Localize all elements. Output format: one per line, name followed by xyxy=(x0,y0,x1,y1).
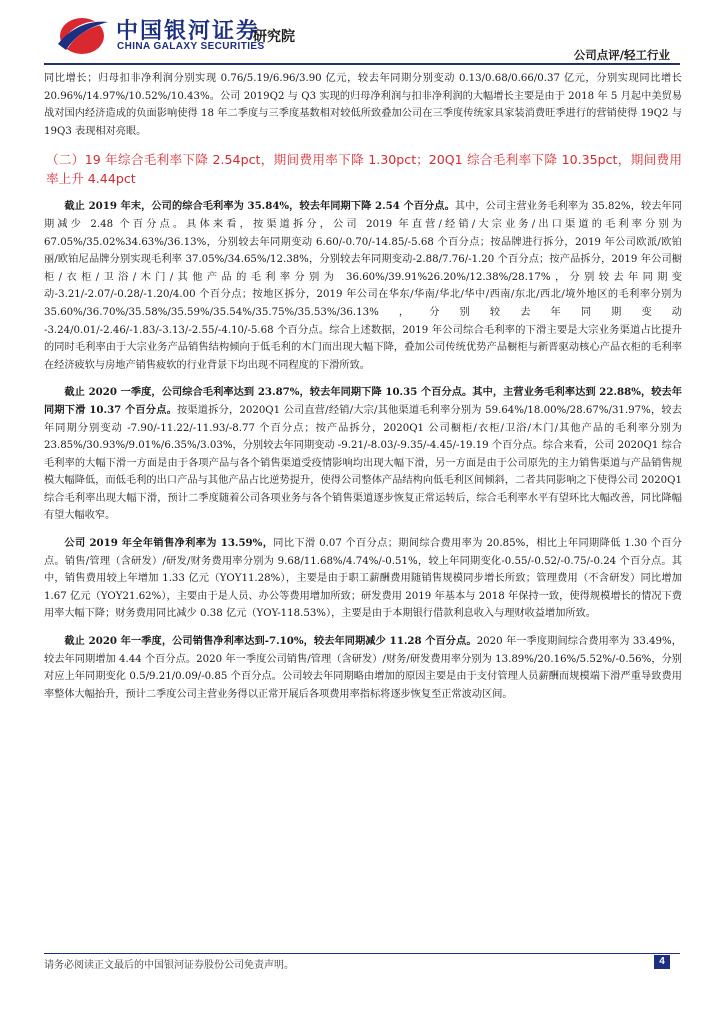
section-title: （二）19 年综合毛利率下降 2.54pct，期间费用率下降 1.30pct；20Q1 综合毛利率下降 10.35pct，期间费用率上升 4.44pct xyxy=(46,152,682,187)
paragraph-gross-margin-2020q1 xyxy=(44,384,682,525)
report-type-label: 公司点评/轻工行业 xyxy=(573,48,670,62)
footer-divider xyxy=(44,953,680,954)
galaxy-logo-icon xyxy=(56,12,112,56)
paragraph-lead-bold: 截止 2019 年末，公司的综合毛利率为 35.84%，较去年同期下降 2.54 个百分点。 xyxy=(64,200,455,213)
paragraph-text: 同比下滑 0.07 个百分点；期间综合费用率为 20.85%，相比上年同期降低 1.30 个百分点。销售/管理（含研发）/研发/财务费用率分别为 9.68/11.68%/4.74%/-0.51%，较上年同期变化-0.55/-0.52/-0.75/-0.24 个百分点。其中，销售费用较上年增加 1.33 亿元（YOY11.28%），主要是由于职工薪酬费用随销售规模同步增长所致；管理费用（不含研发）同比增加 1.67 亿元（YOY21.62%），主要由于是人员、办公等费用增加所致；研发费用 2019 年基本与 2018 年保持一致，使得规模增长的情况下费用率大幅下降；财务费用同比减少 0.38 亿元（YOY-118.53%），主要是由于本期银行借款利息收入与理财收益增加所致。 xyxy=(44,538,682,620)
paragraph-net-margin-2020q1 xyxy=(44,633,682,703)
paragraph-net-margin-2019 xyxy=(44,535,682,623)
logo-english-name: CHINA GALAXY SECURITIES xyxy=(117,41,265,52)
institute-label: 研究院 xyxy=(253,29,295,45)
paragraph-lead-bold: 截止 2020 年一季度，公司销售净利率达到-7.10%，较去年同期减少 11.28 个百分点。 xyxy=(64,635,477,648)
report-body xyxy=(44,70,682,713)
logo-chinese-name: 中国银河证券 xyxy=(116,19,261,44)
header-divider xyxy=(44,63,680,65)
paragraph-gross-margin-2019 xyxy=(44,198,682,374)
page-number: 4 xyxy=(654,955,670,969)
paragraph-continued: 同比增长；归母扣非净利润分别实现 0.76/5.19/6.96/3.90 亿元，较去年同期分别变动 0.13/0.68/0.66/0.37 亿元，分别实现同比增长 20.96%/14.97%/10.52%/10.43%。公司 2019Q2 与 Q3 实现的归母净利润与扣非净利润的大幅增长主要是由于 2018 年 5 月起中美贸易战对国内经济造成的负面影响使得 18 年二季度与三季度基数相对较低所致叠加公司在三季度传统家具家装消费旺季进行的营销使得 19Q2 与 19Q3 表现相对亮眼。 xyxy=(44,73,682,137)
paragraph-text: 2020 年一季度期间综合费用率为 33.49%，较去年同期增加 4.44 个百分点。2020 年一季度公司销售/管理（含研发）/财务/研发费用率分别为 13.89%/20.16%/5.52%/-0.56%，分别对应上年同期变化 0.5/9.21/0.09/-0.85 个百分点。公司较去年同期略由增加的原因主要是由于支付管理人员薪酬而规模端下滑严重导致费用率整体大幅抬升，预计二季度公司主营业务得以正常开展后各项费用率指标将逐步恢复至正常波动区间。 xyxy=(44,636,682,700)
footer-disclaimer: 请务必阅读正文最后的中国银河证券股份公司免责声明。 xyxy=(44,960,294,971)
paragraph-lead-bold: 公司 2019 年全年销售净利率为 13.59%， xyxy=(64,537,274,550)
paragraph-text: 其中，公司主营业务毛利率为 35.82%，较去年同期减少 2.48 个百分点。具体来看，按渠道拆分，公司 2019 年直营/经销/大宗业务/出口渠道的毛利率分别为 67.05%/35.02%34.63%/36.13%，分别较去年同期变动 6.60/-0.70/-14.85/-5.68 个百分点；按品牌进行拆分，2019 年公司欧派/欧铂丽/欧铂尼品牌分别实现毛利率 37.05%/34.65%/12.38%，分别较去年同期变动-2.88/7.76/-1.20 个百分点；按产品拆分，2019 年公司橱柜/衣柜/卫浴/木门/其他产品的毛利率分别为 36.60%/39.91%26.20%/12.38%/28.17%，分别较去年同期变动-3.21/-2.07/-0.28/-1.20/4.00 个百分点；按地区拆分，2019 年公司在华东/华南/华北/华中/西南/东北/西北/境外地区的毛利率分别为 35.60%/36.70%/35.58%/35.59%/35.54%/35.75%/35.53%/36.13%，分别较去年同期变动 -3.24/0.01/-2.46/-1.83/-3.13/-2.55/-4.10/-5.68 个百分点。综合上述数据，2019 年公司综合毛利率的下滑主要是大宗业务渠道占比提升的同时毛利率由于大宗业务产品销售结构倾向于低毛利的木门而出现大幅下降，叠加公司传统优势产品橱柜与新晋驱动核心产品衣柜的毛利率在经济疲软与房地产销售疲软的行业背景下均出现不同程度的下滑所致。 xyxy=(44,201,682,371)
paragraph-text: 按渠道拆分，2020Q1 公司直营/经销/大宗/其他渠道毛利率分别为 59.64%/18.00%/28.67%/31.97%，较去年同期分别变动 -7.90/-11.22/-11.93/-8.77 个百分点；按产品拆分，2020Q1 公司橱柜/衣柜/卫浴/木门/其他产品的毛利率分别为 23.85%/30.93%/9.01%/6.35%/3.03%，分别较去年同期变动 -9.21/-8.03/-9.35/-4.45/-19.19 个百分点。综合来看，公司 2020Q1 综合毛利率的大幅下滑一方面是由于各项产品与各个销售渠道受疫情影响均出现大幅下滑，另一方面是由于公司原先的主力销售渠道与产品销售规模大幅降低，而低毛利的出口产品与其他产品占比逆势提升，使得公司整体产品结构向低毛利区间倾斜，二者共同影响之下使得公司 2020Q1 综合毛利率出现大幅下滑，预计二季度随着公司各项业务与各个销售渠道逐步恢复正常运转后，综合毛利率水平有望环比大幅改善，同比降幅有望大幅收窄。 xyxy=(44,404,682,522)
paragraph-lead-bold: 截止 2020 一季度，公司综合毛利率达到 23.87%，较去年同期下降 10.35 个百分点。其中，主营业务毛利率达到 22.88%，较去年同期下滑 10.37 个百分点。 xyxy=(44,386,682,416)
page-header xyxy=(0,0,724,66)
